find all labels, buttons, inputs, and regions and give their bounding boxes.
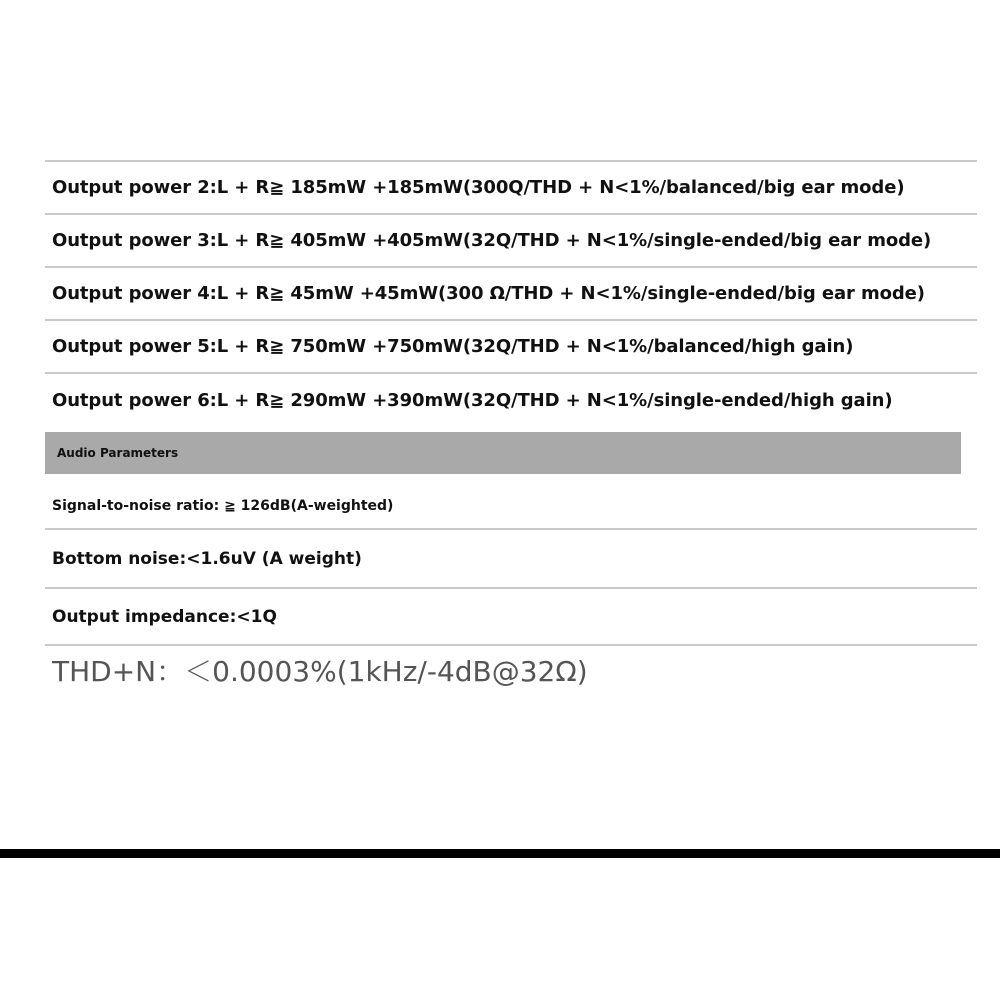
thd-n-spec: THD+N：＜0.0003%(1kHz/-4dB@32Ω) bbox=[52, 655, 588, 688]
output-power-row bbox=[45, 268, 977, 321]
output-power-text: Output power 4:L + R≧ 45mW +45mW(300 Ω/THD + N<1%/single-ended/big ear mode) bbox=[52, 283, 925, 304]
output-power-row bbox=[45, 215, 977, 268]
audio-parameter-row bbox=[45, 530, 977, 589]
audio-parameter-text: Output impedance:<1Q bbox=[52, 606, 277, 627]
section-title: Audio Parameters bbox=[57, 446, 179, 460]
output-power-text: Output power 6:L + R≧ 290mW +390mW(32Q/THD + N<1%/single-ended/high gain) bbox=[52, 390, 893, 411]
output-power-text: Output power 2:L + R≧ 185mW +185mW(300Q/THD + N<1%/balanced/big ear mode) bbox=[52, 177, 905, 198]
output-power-list bbox=[45, 110, 977, 427]
cropped-row bbox=[45, 110, 977, 162]
audio-parameter-text: Bottom noise:<1.6uV (A weight) bbox=[52, 548, 362, 569]
output-power-row bbox=[45, 374, 977, 427]
output-power-text: Output power 5:L + R≧ 750mW +750mW(32Q/THD + N<1%/balanced/high gain) bbox=[52, 336, 854, 357]
audio-parameters-list bbox=[45, 484, 977, 646]
output-power-row bbox=[45, 321, 977, 374]
audio-parameter-text: Signal-to-noise ratio: ≧ 126dB(A-weighted) bbox=[52, 498, 394, 514]
audio-parameter-row bbox=[45, 589, 977, 646]
bottom-divider bbox=[0, 849, 1000, 858]
output-power-row bbox=[45, 162, 977, 215]
output-power-text: Output power 3:L + R≧ 405mW +405mW(32Q/THD + N<1%/single-ended/big ear mode) bbox=[52, 230, 932, 251]
audio-parameters-header bbox=[45, 432, 961, 474]
audio-parameter-row bbox=[45, 484, 977, 530]
